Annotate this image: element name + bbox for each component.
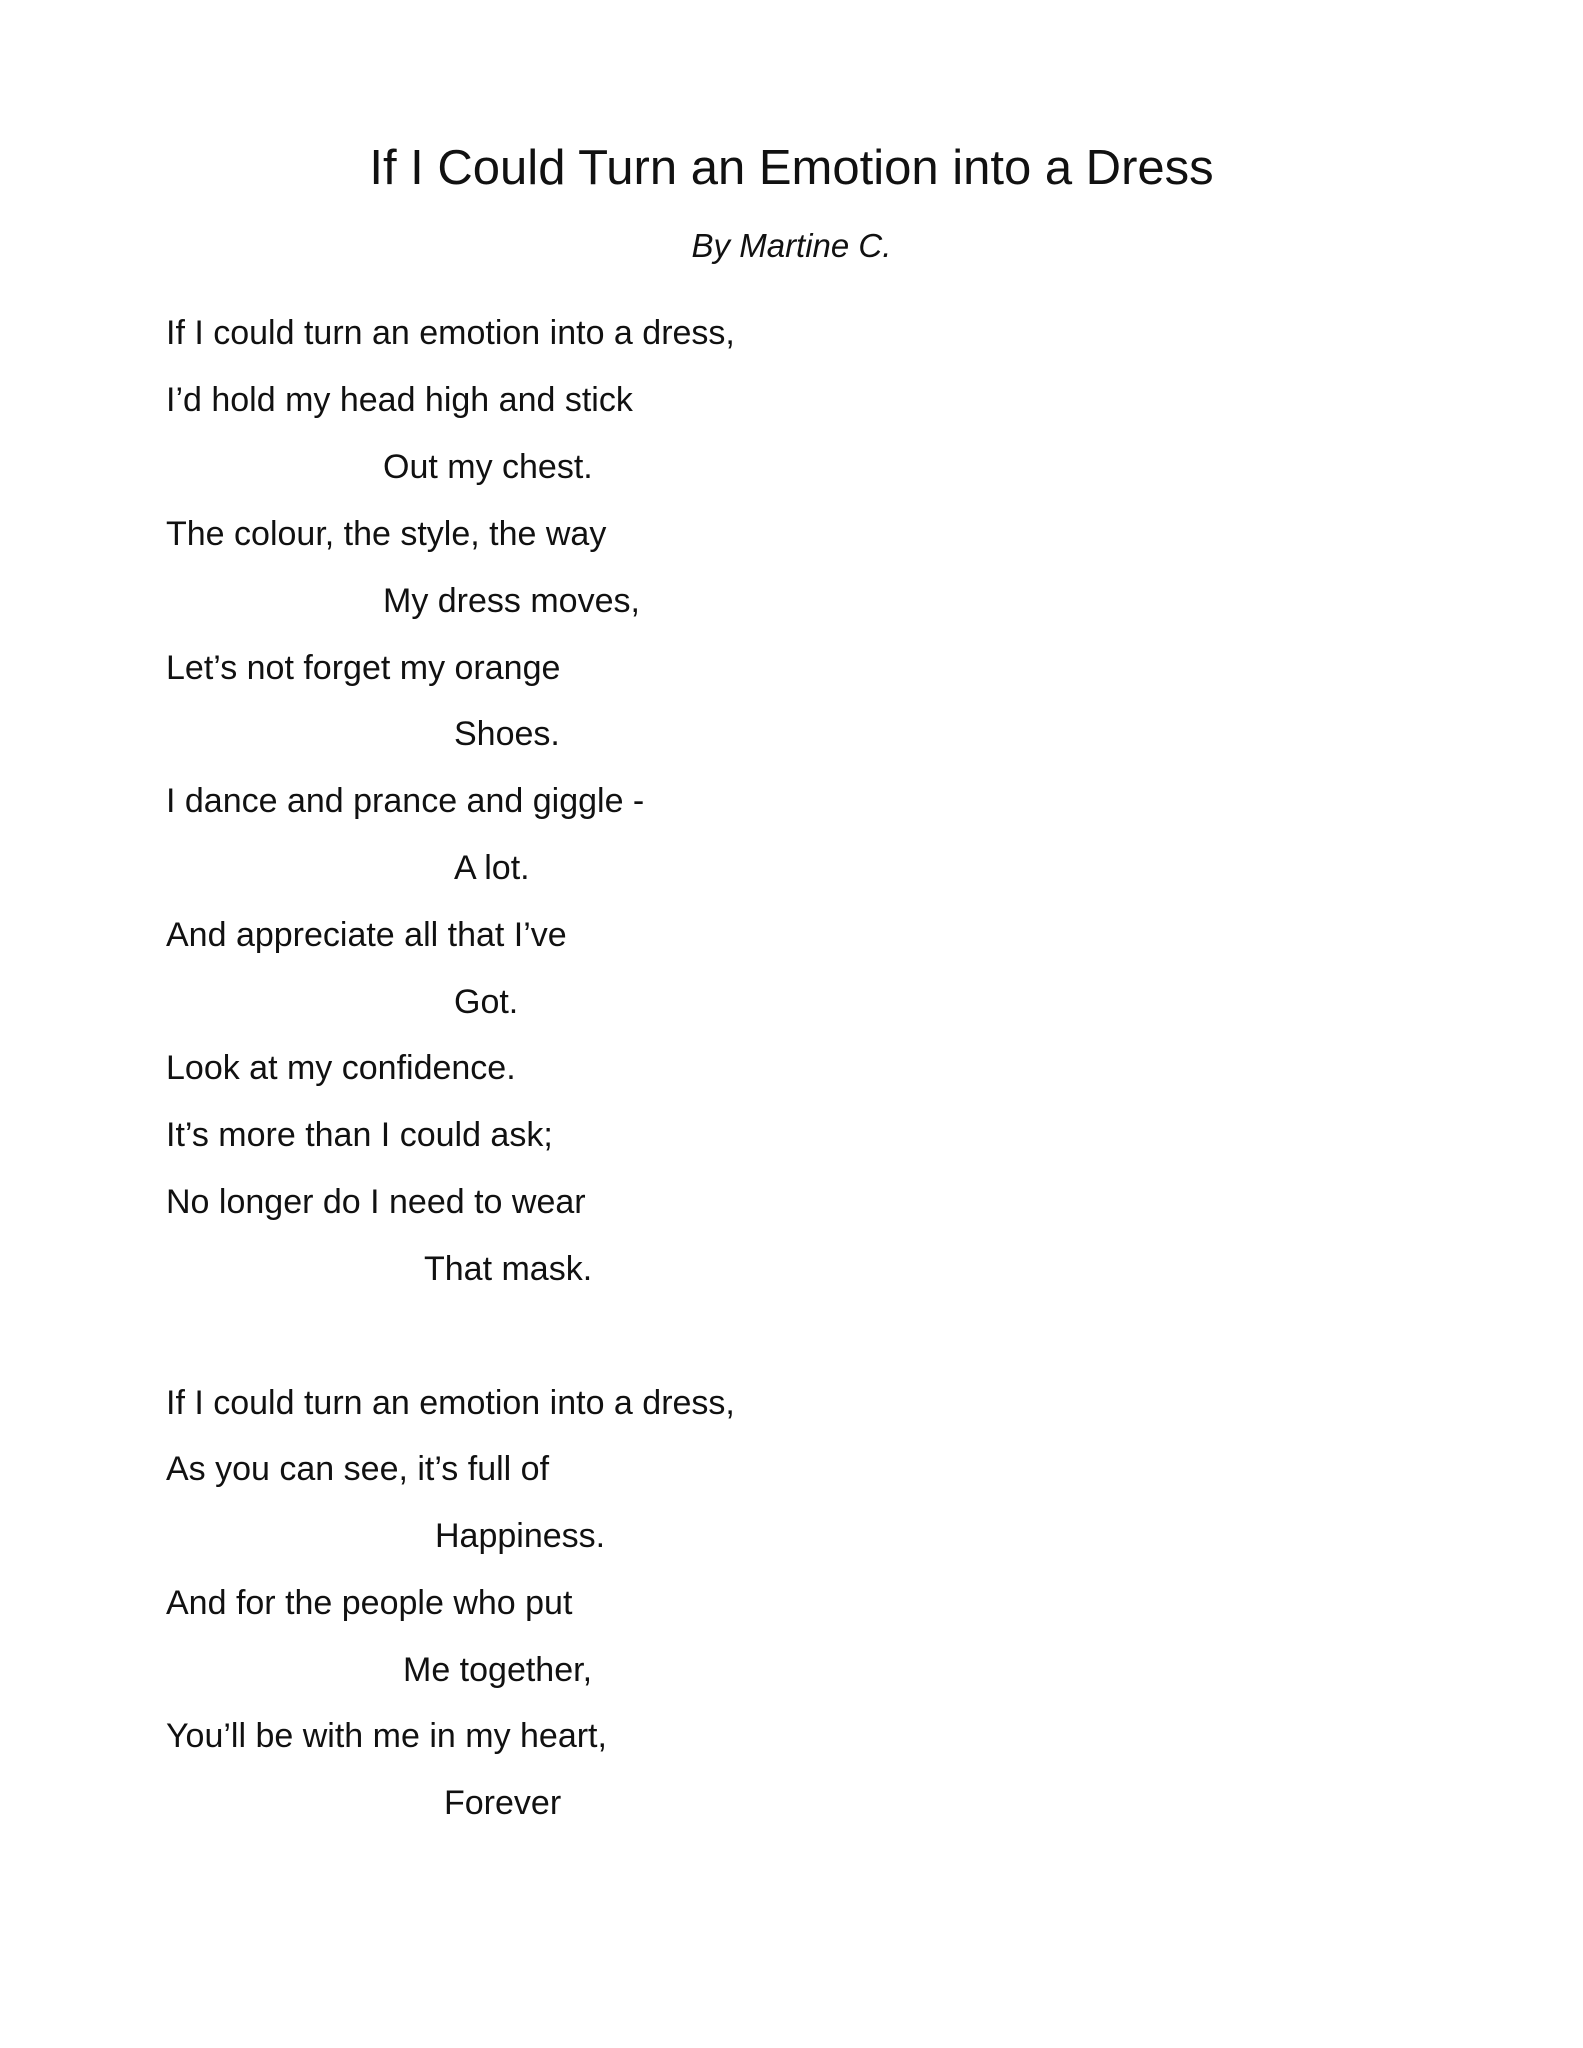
poem-line: The colour, the style, the way <box>166 515 607 553</box>
poem-line: And appreciate all that I’ve <box>166 916 567 954</box>
poem-line: If I could turn an emotion into a dress, <box>166 314 735 352</box>
poem-line: Me together, <box>403 1651 593 1689</box>
poem-byline: By Martine C. <box>691 227 892 264</box>
poem-line: Happiness. <box>435 1517 606 1555</box>
poem-line: Shoes. <box>454 715 560 753</box>
poem-line: A lot. <box>454 849 530 887</box>
poem-line: It’s more than I could ask; <box>166 1116 553 1154</box>
poem-line: Out my chest. <box>383 448 593 486</box>
poem-line: I dance and prance and giggle - <box>166 782 645 820</box>
poem-line: And for the people who put <box>166 1584 573 1622</box>
poem-line: Look at my confidence. <box>166 1049 516 1087</box>
poem-line: No longer do I need to wear <box>166 1183 586 1221</box>
poem-line: Let’s not forget my orange <box>166 649 561 687</box>
poem-line: You’ll be with me in my heart, <box>166 1717 607 1755</box>
poem-line: If I could turn an emotion into a dress, <box>166 1384 735 1422</box>
poem-line: As you can see, it’s full of <box>166 1450 550 1488</box>
poem-line: That mask. <box>424 1250 593 1288</box>
poem-line: My dress moves, <box>383 582 640 620</box>
poem-title: If I Could Turn an Emotion into a Dress <box>369 141 1214 195</box>
poem-line: I’d hold my head high and stick <box>166 381 633 419</box>
poem-line: Forever <box>444 1784 562 1822</box>
poem-line: Got. <box>454 983 519 1021</box>
